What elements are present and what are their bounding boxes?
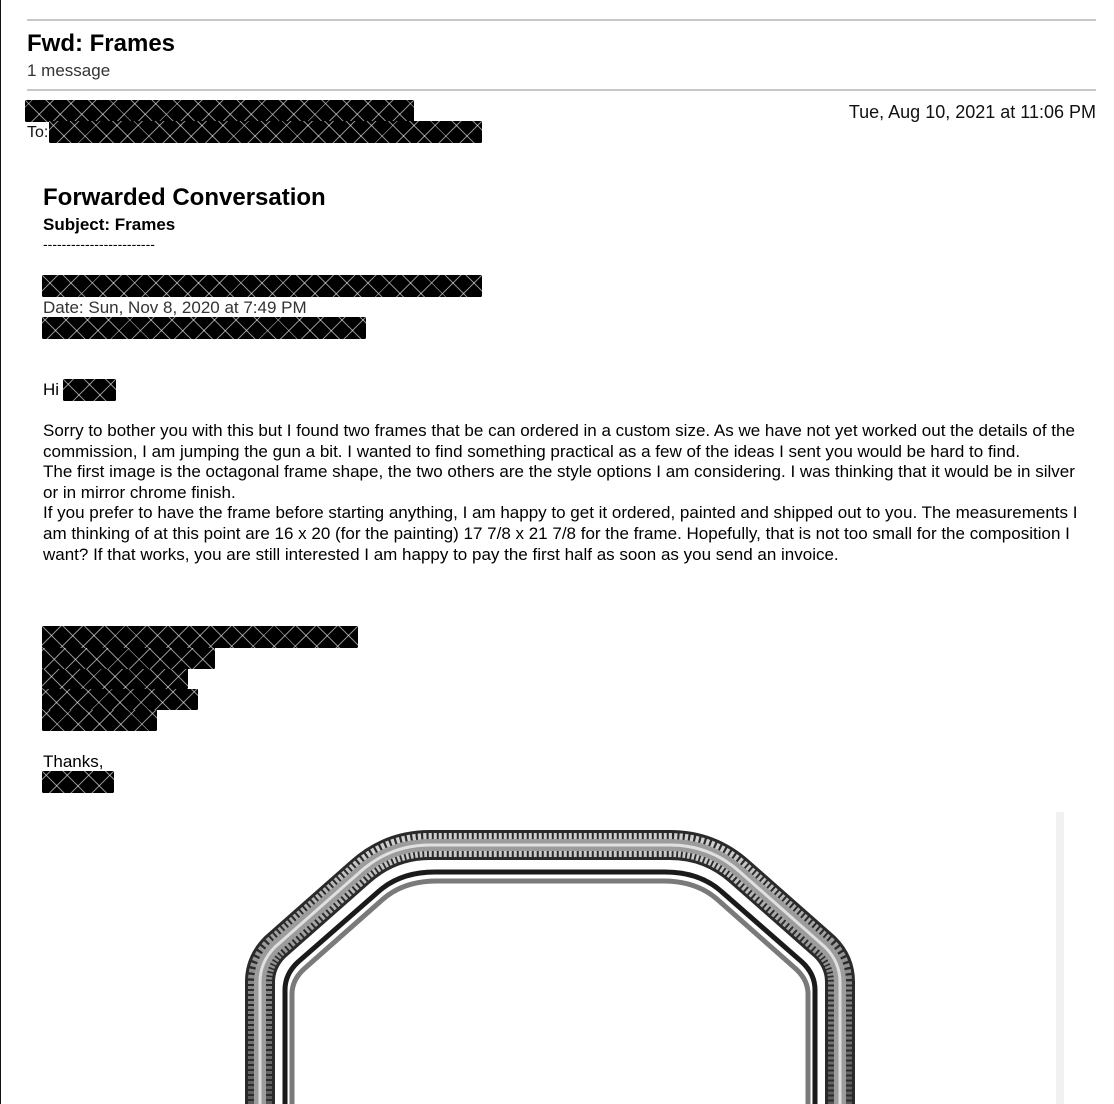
redacted-to [42,317,366,339]
email-subject-title: Fwd: Frames [27,30,176,57]
forwarded-separator: ------------------------ [43,236,155,252]
body-paragraph: If you prefer to have the frame before starting anything, I am happy to get it ordered, painted and shipped out to you. The measurements I am thinking of at this point are 16 x 20 (for the painting) 17 7/8 x 21 7/8 for the frame. Hopefully, that is not too small for the composition I want? If that works, you are still interested I am happy to pay the first half as soon as you send an invoice. [43,503,1078,564]
forwarded-date: Date: Sun, Nov 8, 2020 at 7:49 PM [43,298,307,317]
message-date: Tue, Aug 10, 2021 at 11:06 PM [848,102,1096,122]
page-left-edge [0,0,1,1104]
forwarded-heading: Forwarded Conversation [43,184,326,211]
forwarded-subject: Subject: Frames [43,215,176,234]
to-label: To: [27,124,49,141]
greeting: Hi [43,380,60,399]
image-border [1056,812,1064,1104]
message-count: 1 message [27,61,111,80]
header-divider [27,89,1096,91]
redacted-from [42,275,482,297]
redacted-signature-name [42,771,114,793]
closing: Thanks, [43,752,104,771]
top-divider [27,19,1096,21]
redacted-sender [25,100,414,122]
redacted-recipient-name [63,379,116,401]
body-paragraph: The first image is the octagonal frame shape, the two others are the style options I am considering. I was thinking that it would be in silver or in mirror chrome finish. [43,462,1075,502]
message-body [43,421,1088,565]
frame-illustration [240,812,1064,1104]
redacted-recipient [49,121,482,143]
body-paragraph: Sorry to bother you with this but I found two frames that be can ordered in a custom size. As we have not yet worked out the details of the commission, I am jumping the gun a bit. I wanted to find something practical as a few of the ideas I sent you would be hard to find. [43,421,1075,461]
octagonal-frame-image [240,812,1064,1104]
